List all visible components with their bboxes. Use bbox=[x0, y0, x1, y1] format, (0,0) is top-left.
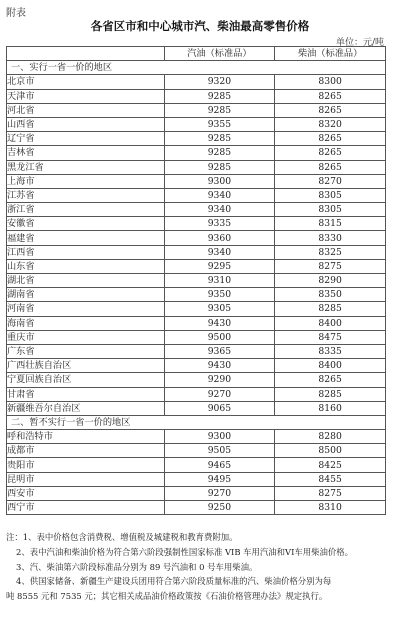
diesel-price-cell: 8275 bbox=[275, 486, 386, 500]
diesel-price-cell: 8475 bbox=[275, 330, 386, 344]
price-table bbox=[6, 46, 386, 515]
gasoline-price-cell: 9295 bbox=[164, 259, 275, 273]
gasoline-price-cell: 9430 bbox=[164, 316, 275, 330]
region-cell: 辽宁省 bbox=[7, 132, 165, 146]
gasoline-price-cell: 9500 bbox=[164, 330, 275, 344]
table-row bbox=[7, 486, 386, 500]
note-4: 4、供国家储备、新疆生产建设兵团用符合第六阶段质量标准的汽、柴油价格分别为每 bbox=[16, 576, 332, 587]
region-cell: 山东省 bbox=[7, 259, 165, 273]
gasoline-price-cell: 9310 bbox=[164, 274, 275, 288]
region-cell: 江苏省 bbox=[7, 188, 165, 202]
table-row bbox=[7, 430, 386, 444]
table-row bbox=[7, 132, 386, 146]
gasoline-price-cell: 9305 bbox=[164, 302, 275, 316]
region-cell: 黑龙江省 bbox=[7, 160, 165, 174]
gasoline-price-cell: 9285 bbox=[164, 103, 275, 117]
region-cell: 天津市 bbox=[7, 89, 165, 103]
diesel-price-cell: 8425 bbox=[275, 458, 386, 472]
region-cell: 山西省 bbox=[7, 117, 165, 131]
gasoline-price-cell: 9300 bbox=[164, 430, 275, 444]
gasoline-price-cell: 9300 bbox=[164, 174, 275, 188]
region-cell: 成都市 bbox=[7, 444, 165, 458]
region-cell: 江西省 bbox=[7, 245, 165, 259]
diesel-price-cell: 8310 bbox=[275, 501, 386, 515]
group2-label: 二、暂不实行一省一价的地区 bbox=[7, 415, 386, 429]
diesel-price-cell: 8265 bbox=[275, 103, 386, 117]
diesel-price-cell: 8305 bbox=[275, 203, 386, 217]
gasoline-price-cell: 9505 bbox=[164, 444, 275, 458]
region-cell: 河南省 bbox=[7, 302, 165, 316]
table-row bbox=[7, 501, 386, 515]
table-row bbox=[7, 188, 386, 202]
table-row bbox=[7, 373, 386, 387]
table-row bbox=[7, 103, 386, 117]
table-row bbox=[7, 89, 386, 103]
diesel-price-cell: 8265 bbox=[275, 89, 386, 103]
note-1: 注：1、表中价格包含消费税、增值税及城建税和教育费附加。 bbox=[6, 532, 238, 542]
header-gasoline: 汽油（标准品） bbox=[164, 47, 275, 61]
table-row bbox=[7, 458, 386, 472]
region-cell: 宁夏回族自治区 bbox=[7, 373, 165, 387]
region-cell: 甘肃省 bbox=[7, 387, 165, 401]
table-row bbox=[7, 245, 386, 259]
group1-label: 一、实行一省一价的地区 bbox=[7, 61, 386, 75]
gasoline-price-cell: 9285 bbox=[164, 132, 275, 146]
region-cell: 西宁市 bbox=[7, 501, 165, 515]
gasoline-price-cell: 9285 bbox=[164, 89, 275, 103]
diesel-price-cell: 8265 bbox=[275, 132, 386, 146]
table-row bbox=[7, 146, 386, 160]
region-cell: 昆明市 bbox=[7, 472, 165, 486]
table-row bbox=[7, 160, 386, 174]
table-row bbox=[7, 174, 386, 188]
document-title: 各省区市和中心城市汽、柴油最高零售价格 bbox=[90, 19, 310, 33]
region-cell: 北京市 bbox=[7, 75, 165, 89]
region-cell: 吉林省 bbox=[7, 146, 165, 160]
gasoline-price-cell: 9465 bbox=[164, 458, 275, 472]
gasoline-price-cell: 9430 bbox=[164, 359, 275, 373]
region-cell: 河北省 bbox=[7, 103, 165, 117]
diesel-price-cell: 8500 bbox=[275, 444, 386, 458]
table-row bbox=[7, 217, 386, 231]
gasoline-price-cell: 9350 bbox=[164, 288, 275, 302]
diesel-price-cell: 8455 bbox=[275, 472, 386, 486]
region-cell: 新疆维吾尔自治区 bbox=[7, 401, 165, 415]
diesel-price-cell: 8265 bbox=[275, 373, 386, 387]
diesel-price-cell: 8315 bbox=[275, 217, 386, 231]
header-row bbox=[7, 47, 386, 61]
gasoline-price-cell: 9065 bbox=[164, 401, 275, 415]
diesel-price-cell: 8285 bbox=[275, 387, 386, 401]
table-row bbox=[7, 330, 386, 344]
diesel-price-cell: 8280 bbox=[275, 430, 386, 444]
region-cell: 广东省 bbox=[7, 344, 165, 358]
table-row bbox=[7, 359, 386, 373]
diesel-price-cell: 8335 bbox=[275, 344, 386, 358]
table-row bbox=[7, 117, 386, 131]
diesel-price-cell: 8300 bbox=[275, 75, 386, 89]
gasoline-price-cell: 9495 bbox=[164, 472, 275, 486]
region-cell: 浙江省 bbox=[7, 203, 165, 217]
diesel-price-cell: 8285 bbox=[275, 302, 386, 316]
gasoline-price-cell: 9285 bbox=[164, 146, 275, 160]
region-cell: 广西壮族自治区 bbox=[7, 359, 165, 373]
table-row bbox=[7, 387, 386, 401]
diesel-price-cell: 8275 bbox=[275, 259, 386, 273]
table-row bbox=[7, 259, 386, 273]
diesel-price-cell: 8320 bbox=[275, 117, 386, 131]
gasoline-price-cell: 9340 bbox=[164, 188, 275, 202]
region-cell: 上海市 bbox=[7, 174, 165, 188]
table-row bbox=[7, 344, 386, 358]
diesel-price-cell: 8305 bbox=[275, 188, 386, 202]
gasoline-price-cell: 9340 bbox=[164, 245, 275, 259]
diesel-price-cell: 8270 bbox=[275, 174, 386, 188]
table-row bbox=[7, 302, 386, 316]
note-3: 3、汽、柴油第六阶段标准品分别为 89 号汽油和 0 号车用柴油。 bbox=[16, 561, 258, 572]
gasoline-price-cell: 9335 bbox=[164, 217, 275, 231]
diesel-price-cell: 8265 bbox=[275, 146, 386, 160]
group1-header-row bbox=[7, 61, 386, 75]
diesel-price-cell: 8325 bbox=[275, 245, 386, 259]
gasoline-price-cell: 9270 bbox=[164, 387, 275, 401]
gasoline-price-cell: 9290 bbox=[164, 373, 275, 387]
notes bbox=[6, 530, 394, 604]
table-row bbox=[7, 274, 386, 288]
region-cell: 安徽省 bbox=[7, 217, 165, 231]
region-cell: 西安市 bbox=[7, 486, 165, 500]
diesel-price-cell: 8290 bbox=[275, 274, 386, 288]
header-diesel: 柴油（标准品） bbox=[275, 47, 386, 61]
gasoline-price-cell: 9250 bbox=[164, 501, 275, 515]
table-row bbox=[7, 75, 386, 89]
group2-header-row bbox=[7, 415, 386, 429]
table-row bbox=[7, 316, 386, 330]
diesel-price-cell: 8400 bbox=[275, 359, 386, 373]
gasoline-price-cell: 9285 bbox=[164, 160, 275, 174]
table-row bbox=[7, 444, 386, 458]
table-row bbox=[7, 203, 386, 217]
table-row bbox=[7, 288, 386, 302]
note-2: 2、表中汽油和柴油价格为符合第六阶段强制性国家标准 VIB 车用汽油和VI车用柴油价格。 bbox=[16, 546, 354, 557]
gasoline-price-cell: 9355 bbox=[164, 117, 275, 131]
table-row bbox=[7, 231, 386, 245]
header-region bbox=[7, 47, 165, 61]
diesel-price-cell: 8160 bbox=[275, 401, 386, 415]
region-cell: 重庆市 bbox=[7, 330, 165, 344]
diesel-price-cell: 8400 bbox=[275, 316, 386, 330]
region-cell: 海南省 bbox=[7, 316, 165, 330]
region-cell: 湖北省 bbox=[7, 274, 165, 288]
unit-label: 单位：元/吨 bbox=[335, 38, 384, 48]
table-row bbox=[7, 472, 386, 486]
appendix-label: 附表 bbox=[6, 8, 26, 19]
diesel-price-cell: 8350 bbox=[275, 288, 386, 302]
region-cell: 湖南省 bbox=[7, 288, 165, 302]
region-cell: 呼和浩特市 bbox=[7, 430, 165, 444]
table-row bbox=[7, 401, 386, 415]
gasoline-price-cell: 9340 bbox=[164, 203, 275, 217]
diesel-price-cell: 8265 bbox=[275, 160, 386, 174]
diesel-price-cell: 8330 bbox=[275, 231, 386, 245]
gasoline-price-cell: 9360 bbox=[164, 231, 275, 245]
region-cell: 福建省 bbox=[7, 231, 165, 245]
gasoline-price-cell: 9365 bbox=[164, 344, 275, 358]
gasoline-price-cell: 9320 bbox=[164, 75, 275, 89]
gasoline-price-cell: 9270 bbox=[164, 486, 275, 500]
region-cell: 贵阳市 bbox=[7, 458, 165, 472]
note-4-continued: 吨 8555 元和 7535 元；其它相关成品油价格政策按《石油价格管理办法》规定执行。 bbox=[6, 591, 328, 602]
